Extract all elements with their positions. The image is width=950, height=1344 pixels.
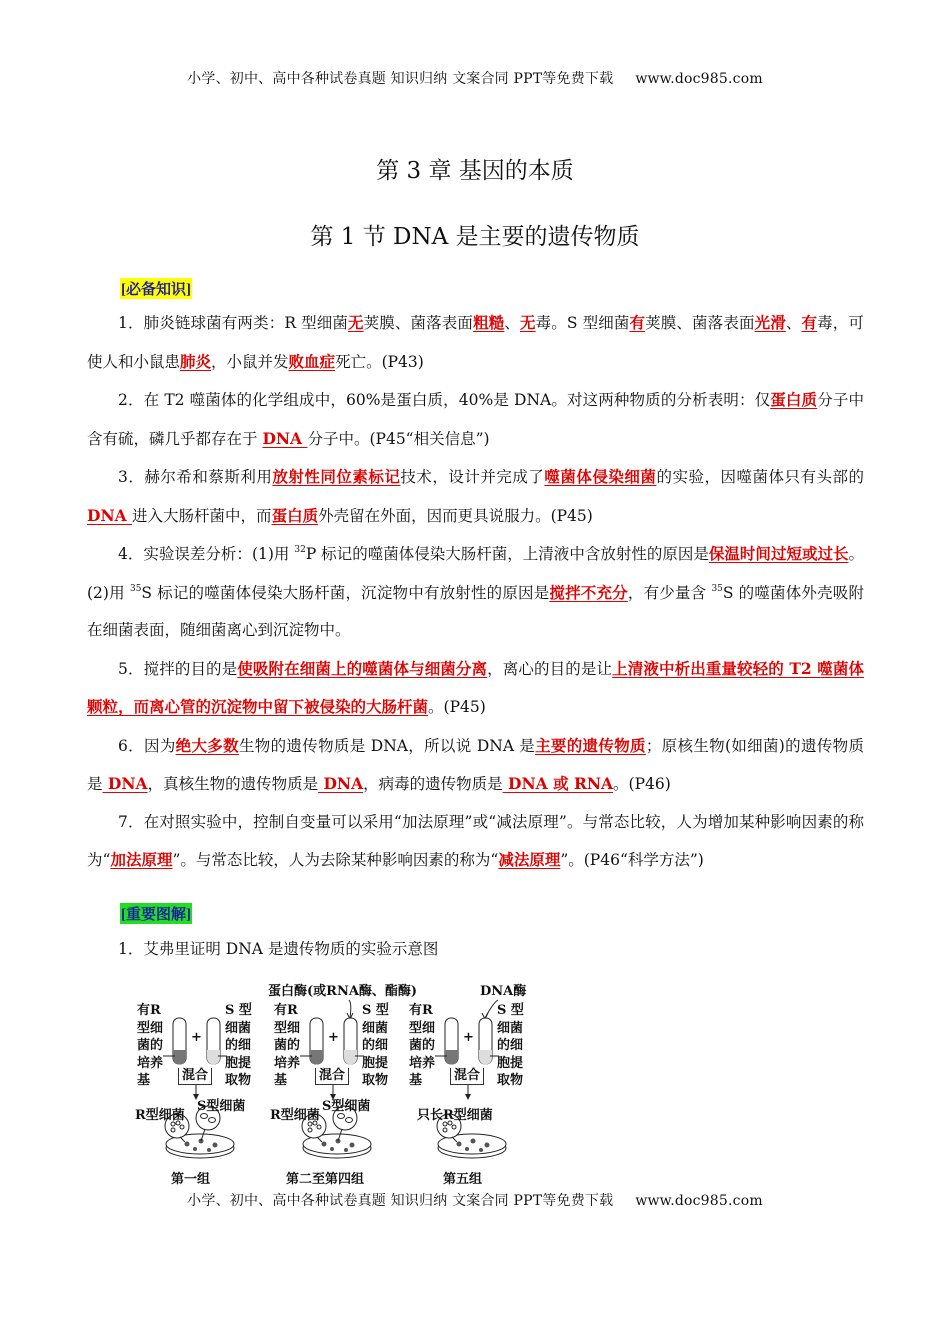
answer-text: 加法原理 — [110, 850, 173, 869]
mix-label: 混合 — [178, 1068, 212, 1085]
answer-text: 蛋白质 — [770, 390, 818, 409]
group-name: 第五组 — [443, 1172, 483, 1187]
body-text: S 的噬菌体外壳吸附在细菌表面，随细菌离心到沉淀物中。 — [87, 583, 864, 639]
answer-text: 放射性同位素标记 — [272, 467, 401, 486]
header-site-link[interactable]: www.doc985.com — [635, 71, 763, 87]
body-text: 荚膜、菌落表面 — [363, 314, 474, 332]
knowledge-point-5 — [87, 650, 864, 727]
answer-text: 主要的遗传物质 — [535, 735, 646, 755]
r-culture-label: 有R型细菌的培养基 — [274, 1003, 301, 1088]
answer-text: 减法原理 — [498, 850, 561, 869]
answer-text: 噬菌体侵染细菌 — [544, 467, 657, 486]
avery-experiment-diagram — [125, 978, 545, 1188]
s-extract-tube — [344, 1018, 357, 1065]
s-bacteria-label: S型细菌 — [197, 1099, 246, 1114]
s-extract-tube — [479, 1018, 492, 1065]
answer-text: 有 — [801, 313, 818, 332]
body-text: 技术，设计并完成了 — [400, 468, 545, 486]
body-text: 荚膜、菌落表面 — [645, 314, 755, 332]
answer-text: 有 — [629, 313, 646, 332]
r-bacteria-label: R型细菌 — [135, 1108, 185, 1123]
plus-sign: + — [328, 1030, 339, 1045]
plus-sign: + — [191, 1030, 202, 1045]
body-text: 外壳留在外面，因而更具说服力。(P45) — [318, 506, 593, 525]
body-text: 5．搅拌的目的是 — [118, 659, 238, 678]
body-text: 。(P45) — [428, 698, 486, 716]
r-culture-tube — [173, 1018, 186, 1065]
answer-text: DNA — [102, 774, 148, 793]
r-culture-tube — [445, 1018, 458, 1065]
body-text: 3．赫尔希和蔡斯利用 — [118, 468, 273, 486]
body-text: 1．肺炎链球菌有两类：R 型细菌 — [118, 314, 348, 332]
section-title: 第 1 节 DNA 是主要的遗传物质 — [310, 224, 640, 250]
s-extract-label: S 型细菌的细胞提取物 — [225, 1003, 252, 1088]
answer-text: 无 — [347, 313, 364, 332]
mix-label: 混合 — [450, 1068, 484, 1085]
answer-text: 上清液中析出重量较轻的 T2 噬菌体颗粒，而离心管的沉淀物中留下被侵染的大肠杆菌 — [87, 658, 864, 716]
body-text: S 标记的噬菌体侵染大肠杆菌，沉淀物中有放射性的原因是 — [141, 583, 550, 602]
body-text: 进入大肠杆菌中，而 — [132, 506, 272, 525]
body-text: 、 — [504, 314, 520, 332]
knowledge-point-6 — [87, 727, 864, 804]
body-text: 毒。S 型细菌 — [535, 314, 630, 332]
body-text: ”。与常态比较，人为去除某种影响因素的称为“ — [172, 851, 499, 869]
body-text: 2．在 T2 噬菌体的化学组成中，60%是蛋白质，40%是 DNA。对这两种物质的分析表明：仅 — [118, 391, 771, 409]
answer-text: 光滑 — [754, 313, 786, 332]
essential-knowledge-tag: [必备知识] — [120, 278, 192, 299]
body-text: ”。(P46“科学方法”) — [560, 851, 704, 869]
s-extract-label: S 型细菌的细胞提取物 — [497, 1003, 524, 1088]
body-text: ，有少量含 — [627, 583, 712, 602]
body-text: 分子中。(P45“相关信息”) — [307, 429, 490, 448]
isotope-superscript: 35 — [711, 583, 723, 594]
knowledge-point-1 — [87, 304, 864, 381]
body-text: ，病毒的遗传物质是 — [363, 775, 503, 793]
knowledge-point-3 — [87, 458, 864, 535]
enzyme-label-dnase: DNA酶 — [480, 984, 527, 999]
r-culture-label: 有R型细菌的培养基 — [137, 1003, 164, 1088]
answer-text: 肺炎 — [180, 351, 212, 371]
body-text: 6．因为 — [118, 736, 176, 755]
isotope-superscript: 32 — [294, 545, 306, 555]
s-extract-tube — [207, 1018, 220, 1065]
r-bacteria-label: R型细菌 — [270, 1108, 320, 1123]
answer-text: 使吸附在细菌上的噬菌体与细菌分离 — [237, 658, 488, 678]
s-extract-label: S 型细菌的细胞提取物 — [362, 1003, 389, 1088]
mix-label: 混合 — [315, 1068, 349, 1085]
body-text: P 标记的噬菌体侵染大肠杆菌，上清液中含放射性的原因是 — [305, 545, 709, 563]
key-diagram-tag: [重要图解] — [120, 903, 192, 924]
answer-text: 蛋白质 — [271, 505, 319, 525]
footer-text: 小学、初中、高中各种试卷真题 知识归纳 文案合同 PPT等免费下载 — [187, 1193, 614, 1209]
r-bacteria-label: 只长R型细菌 — [417, 1108, 493, 1123]
body-text: ；原核生物(如细菌)的遗传物质是 — [87, 736, 864, 793]
s-bacteria-label: S型细菌 — [322, 1099, 371, 1114]
isotope-superscript: 35 — [129, 583, 142, 594]
answer-text: DNA — [87, 505, 133, 525]
answer-text: 粗糙 — [473, 313, 505, 332]
body-text: 。(2)用 — [87, 545, 865, 602]
body-text: ，小鼠并发 — [211, 352, 289, 371]
knowledge-points — [87, 304, 864, 880]
body-text: 。(P46) — [613, 775, 671, 793]
answer-text: DNA 或 RNA — [502, 774, 614, 793]
answer-text: 无 — [520, 313, 536, 332]
enzyme-label-protease: 蛋白酶(或RNA酶、酯酶) — [268, 984, 418, 999]
experiment-group-1 — [125, 978, 265, 1188]
figure-caption: 1．艾弗里证明 DNA 是遗传物质的实验示意图 — [118, 940, 439, 958]
answer-text: DNA — [318, 774, 364, 793]
answer-text: 搅拌不充分 — [549, 582, 628, 602]
body-text: 死亡。(P43) — [335, 352, 424, 371]
group-name: 第二至第四组 — [286, 1172, 365, 1187]
body-text: 7．在对照实验中，控制自变量可以采用“加法原理”或“减法原理”。与常态比较，人为增加某种影响因素的称为“ — [87, 812, 864, 869]
body-text: ，真核生物的遗传物质是 — [147, 775, 319, 793]
answer-text: 绝大多数 — [175, 735, 239, 755]
body-text: 、 — [785, 314, 802, 332]
page-footer — [0, 1190, 950, 1210]
r-culture-tube — [310, 1018, 323, 1065]
experiment-group-3 — [397, 978, 537, 1188]
body-text: 生物的遗传物质是 DNA，所以说 DNA 是 — [238, 736, 536, 755]
page-header — [0, 68, 950, 88]
plus-sign: + — [463, 1030, 474, 1045]
body-text: 毒，可使人和小鼠患 — [87, 314, 864, 371]
chapter-title: 第 3 章 基因的本质 — [376, 158, 574, 184]
knowledge-point-2 — [87, 381, 864, 458]
body-text: ，离心的目的是让 — [487, 659, 613, 678]
experiment-group-2 — [262, 978, 402, 1188]
answer-text: 败血症 — [288, 351, 336, 371]
header-text: 小学、初中、高中各种试卷真题 知识归纳 文案合同 PPT等免费下载 — [187, 71, 614, 87]
body-text: 分子中含有硫，磷几乎都存在于 — [87, 391, 864, 448]
group-name: 第一组 — [171, 1172, 211, 1187]
answer-text: 保温时间过短或过长 — [708, 544, 849, 563]
knowledge-point-4 — [87, 535, 864, 650]
body-text: 4．实验误差分析：(1)用 — [118, 545, 295, 563]
footer-site-link[interactable]: www.doc985.com — [635, 1193, 763, 1209]
body-text: 的实验，因噬菌体只有头部的 — [656, 468, 864, 486]
r-culture-label: 有R型细菌的培养基 — [409, 1003, 436, 1088]
answer-text: DNA — [262, 428, 308, 448]
knowledge-point-7 — [87, 804, 864, 880]
